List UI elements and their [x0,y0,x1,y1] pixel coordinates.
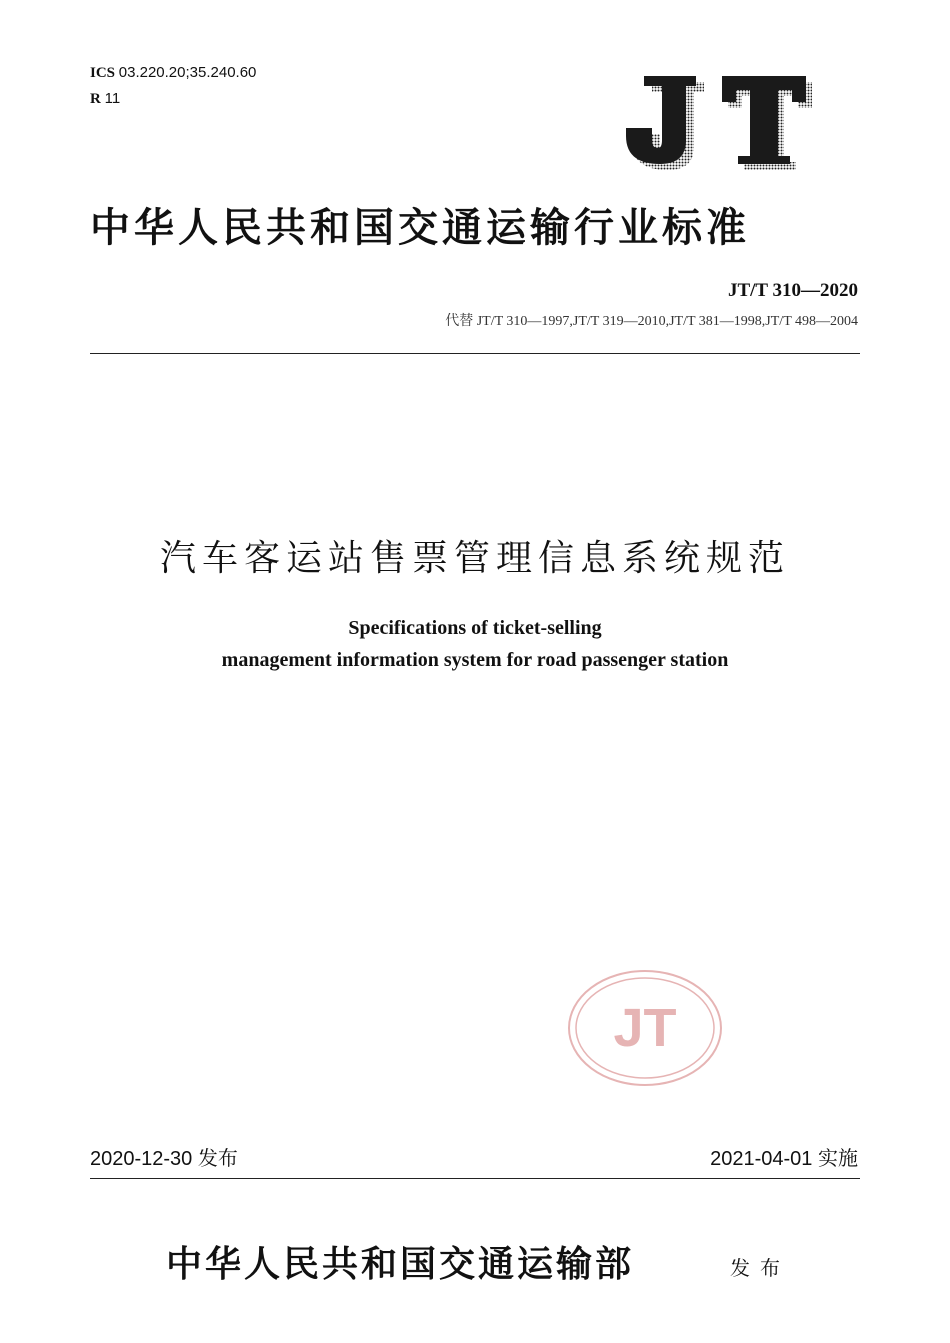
ccs-label: R [90,91,101,107]
publish-label: 发布 [730,1258,790,1280]
issue-date: 2020-12-30 发布 [90,1148,238,1170]
ics-label: ICS [90,65,116,81]
replaces-note: 代替 JT/T 310—1997,JT/T 319—2010,JT/T 381—1998,JT/T 498—2004 [445,314,858,329]
standard-code: JT/T 310—2020 [727,280,858,301]
footer-divider [90,1178,860,1179]
ccs-value: 11 [104,90,121,107]
logo-letter-t [722,76,812,170]
chinese-title: 汽车客运站售票管理信息系统规范 [159,537,790,578]
logo-text: JT [624,74,625,75]
logo-letter-j [626,76,704,170]
jt-logo [624,74,814,174]
ics-value: 03.220.20;35.240.60 [118,64,257,81]
jt-watermark-stamp [566,968,724,1088]
stamp-text: JT [613,998,677,1058]
ccs-code [90,90,120,108]
industry-standard-title: 中华人民共和国交通运输行业标准 [90,205,750,250]
ics-code [90,64,256,82]
english-title-line1: Specifications of ticket-selling [348,617,602,639]
publisher: 中华人民共和国交通运输部 [166,1244,635,1284]
header-divider [90,353,860,354]
english-title-line2: management information system for road passenger station [221,649,729,671]
english-title [0,612,950,676]
implementation-date: 2021-04-01 实施 [710,1148,858,1170]
